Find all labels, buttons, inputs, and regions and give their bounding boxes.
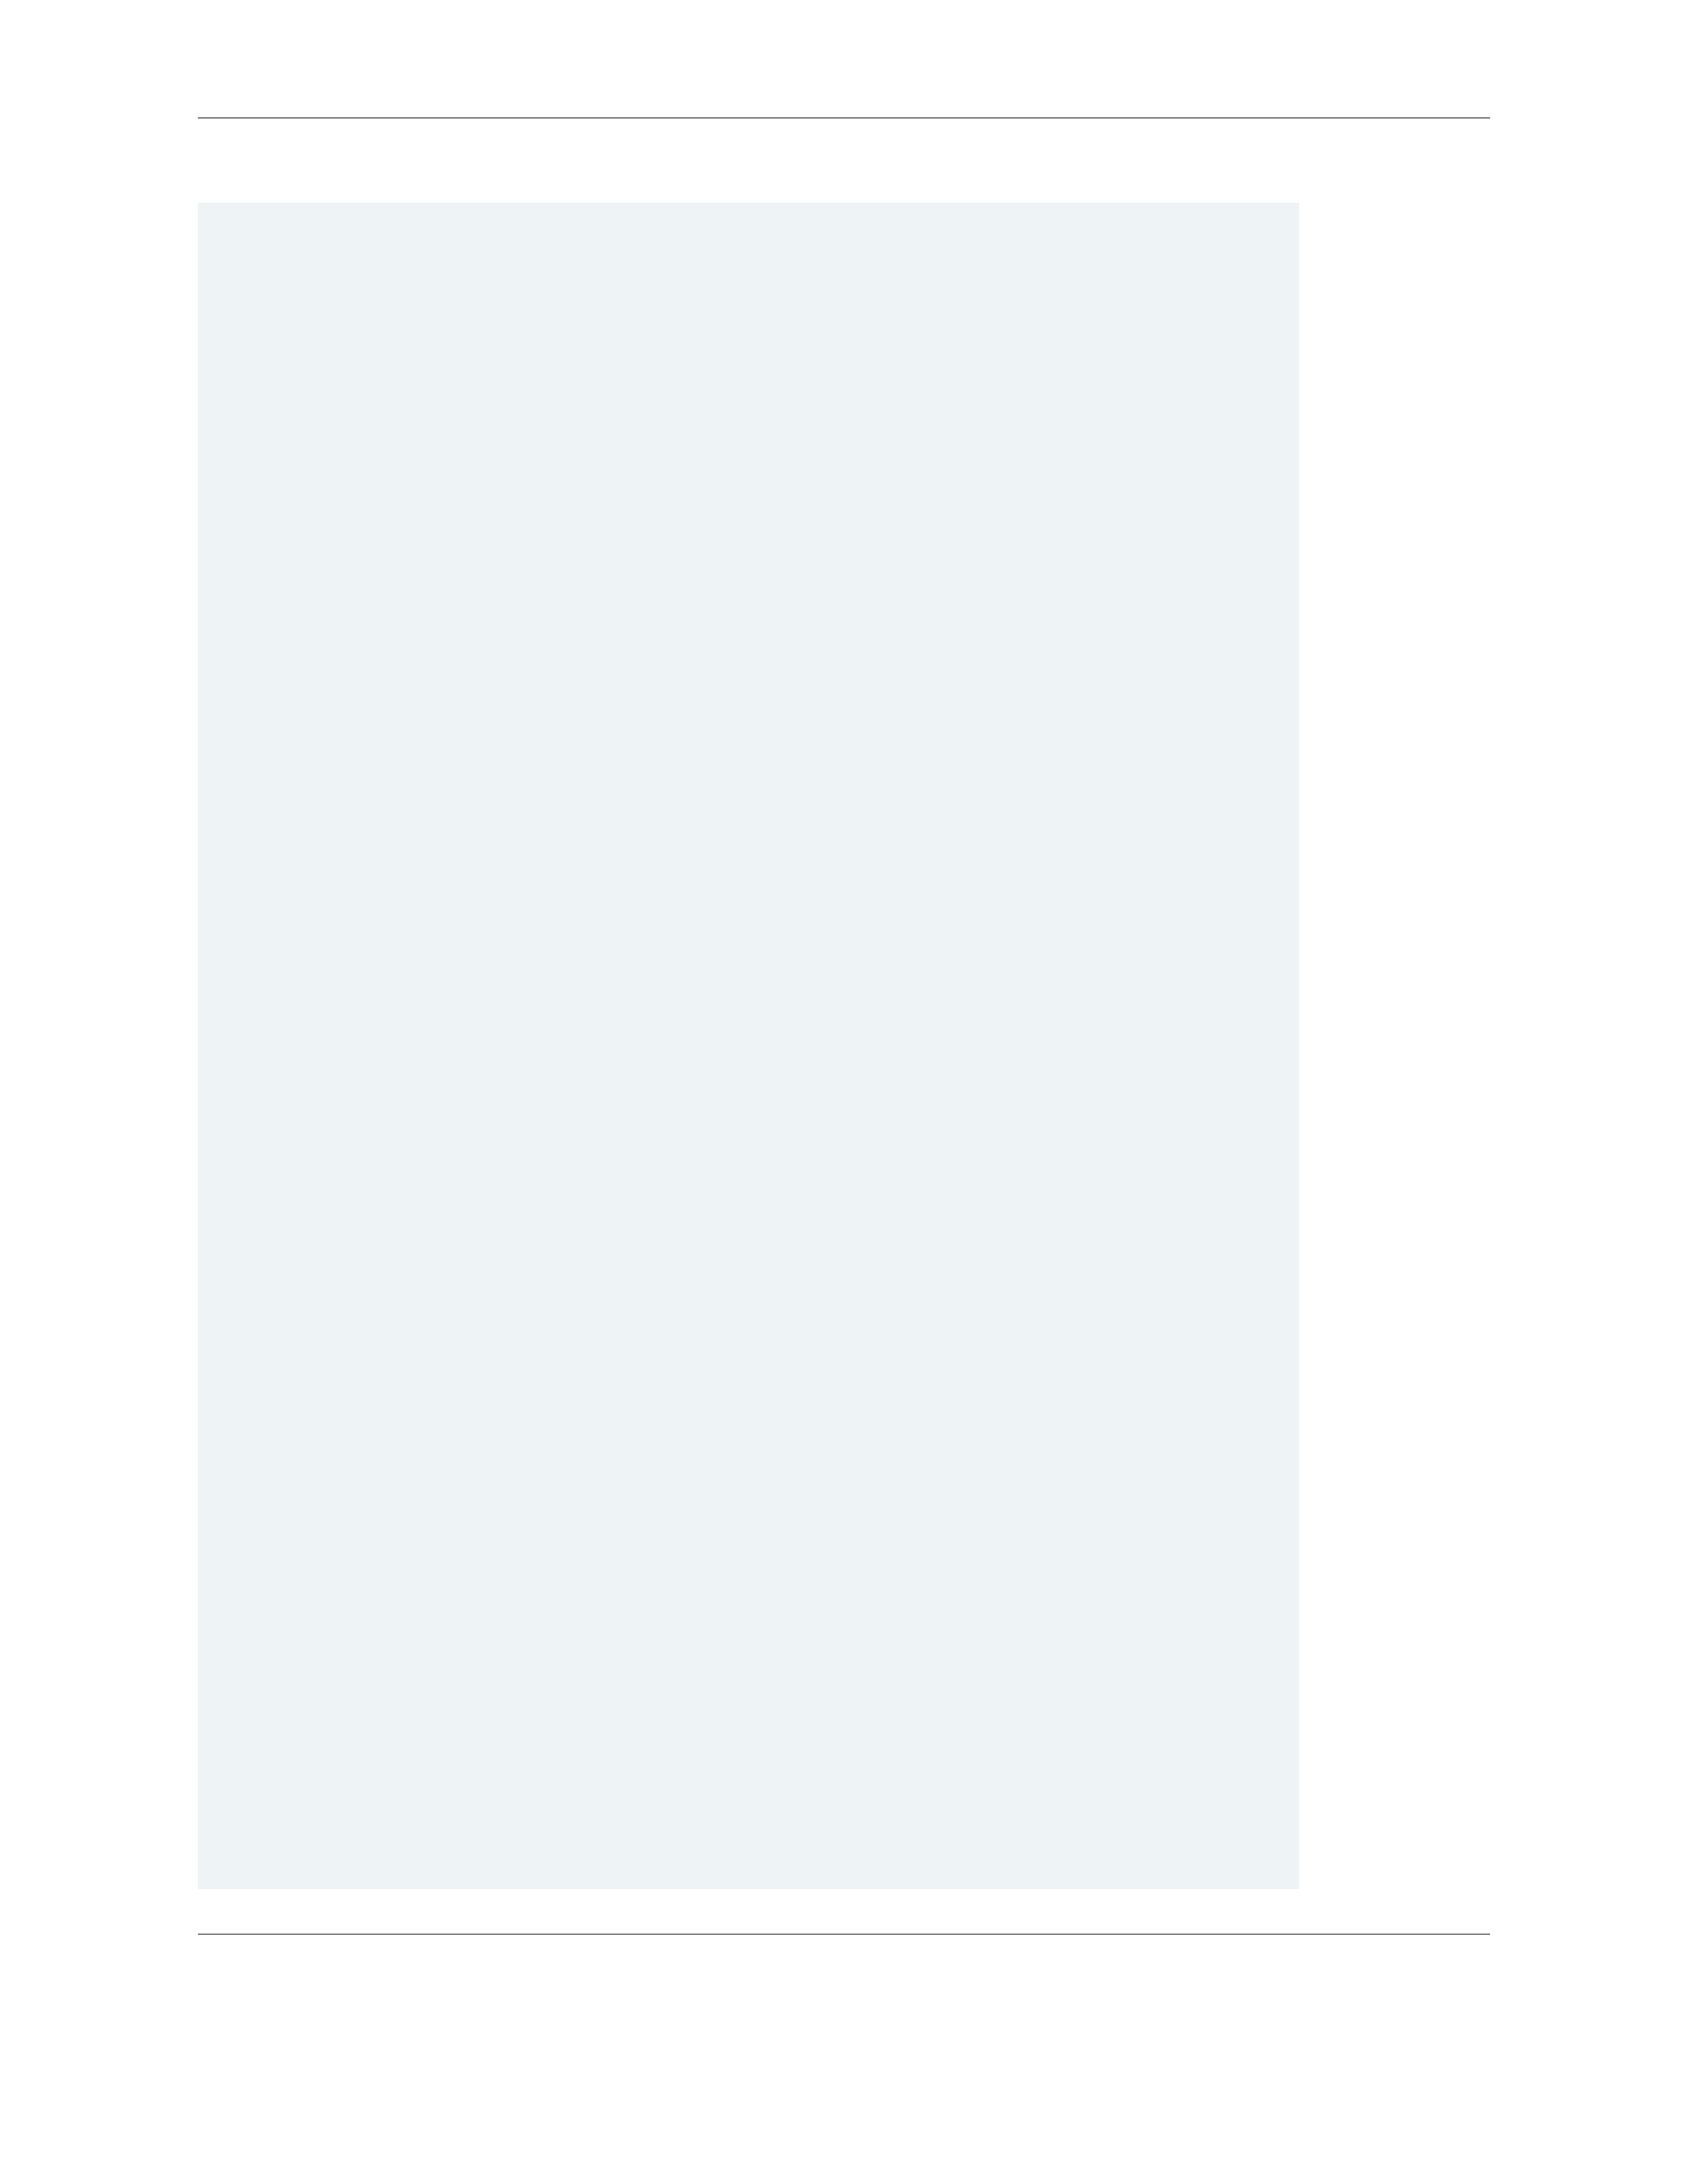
page-footer: [198, 1933, 1490, 1938]
book-page: [198, 203, 1299, 1889]
running-head: [889, 291, 1401, 324]
page-header: [198, 76, 1490, 119]
